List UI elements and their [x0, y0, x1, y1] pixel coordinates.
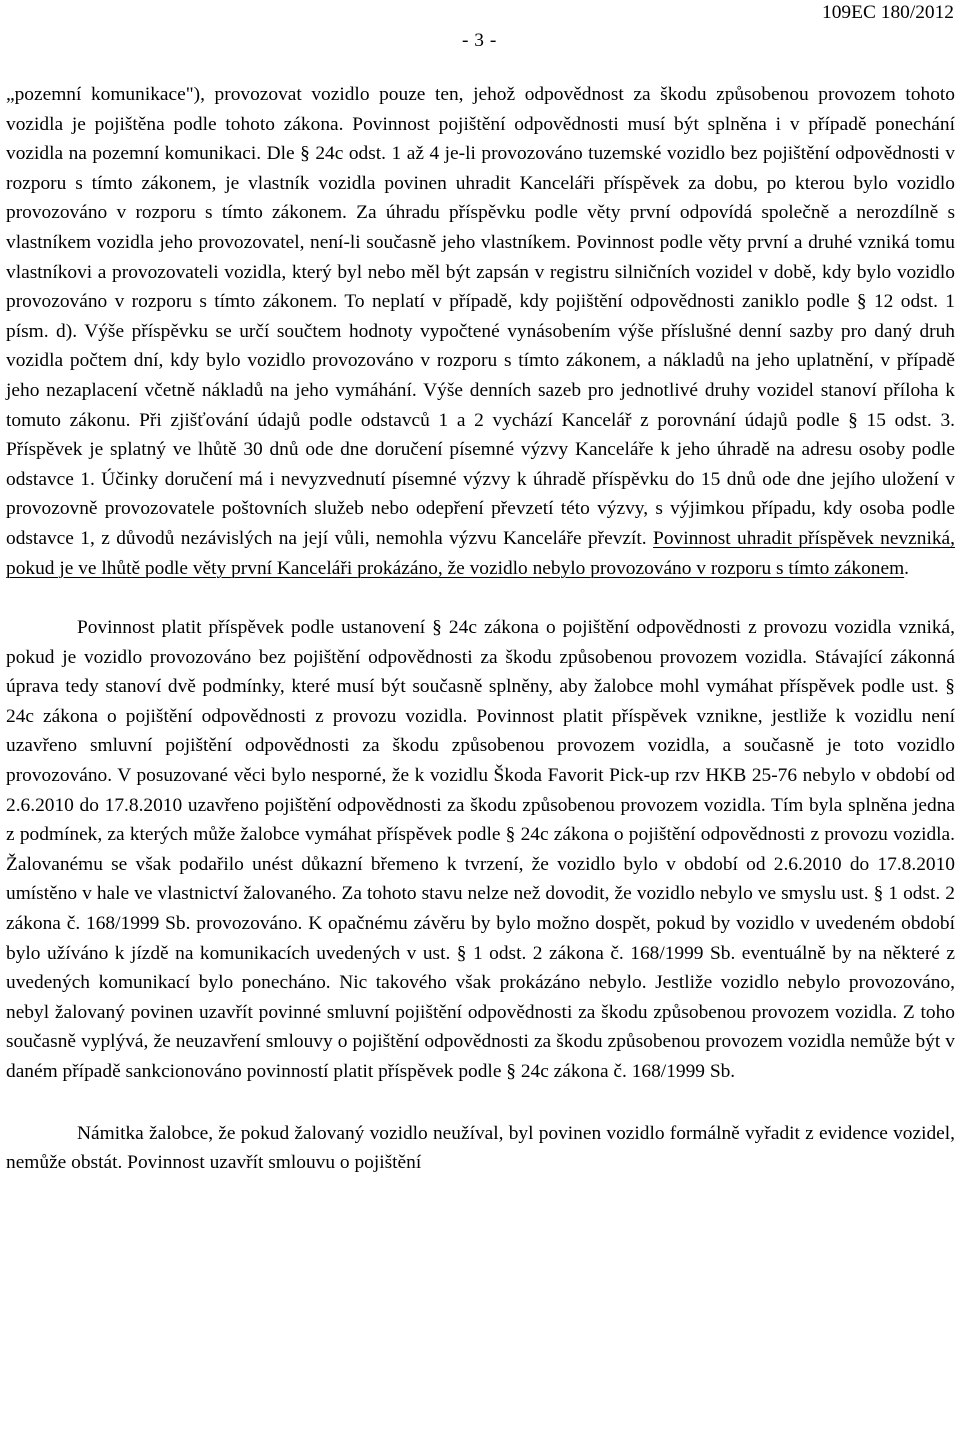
- underlined-statute-sentence: Povinnost uhradit příspěvek nevzniká, pokud je ve lhůtě podle věty první Kanceláři prokázáno, že vozidlo nebylo provozováno v rozporu s tímto zákonem: [6, 527, 955, 579]
- statute-text: „pozemní komunikace"), provozovat vozidlo pouze ten, jehož odpovědnost za škodu způsobenou provozem tohoto vozidla je pojištěna podle tohoto zákona. Povinnost pojištění odpovědnosti musí být splněna i v případě ponechání vozidla na pozemní komunikaci. Dle § 24c odst. 1 až 4 je-li provozováno tuzemské vozidlo bez pojištění odpovědnosti v rozporu s tímto zákonem, je vlastník vozidla povinen uhradit Kanceláři příspěvek za dobu, po kterou bylo vozidlo provozováno v rozporu s tímto zákonem. Za úhradu příspěvku podle věty první odpovídá společně a nerozdílně s vlastníkem vozidla jeho provozovatel, není-li současně jeho vlastníkem. Povinnost podle věty první a druhé vzniká tomu vlastníkovi a provozovateli vozidla, který byl nebo měl být zapsán v registru silničních vozidel v době, kdy bylo vozidlo provozováno v rozporu s tímto zákonem. To neplatí v případě, kdy pojištění odpovědnosti zaniklo podle § 12 odst. 1 písm. d). Výše příspěvku se určí součtem hodnoty vypočtené vynásobením výše příslušné denní sazby pro daný druh vozidla počtem dní, kdy bylo vozidlo provozováno v rozporu s tímto zákonem, a nákladů na jeho uplatnění, v případě jeho nezaplacení včetně nákladů na jeho vymáhání. Výše denních sazeb pro jednotlivé druhy vozidel stanoví příloha k tomuto zákonu. Při zjišťování údajů podle odstavců 1 a 2 vychází Kancelář z porovnání údajů podle § 15 odst. 3. Příspěvek je splatný ve lhůtě 30 dnů ode dne doručení písemné výzvy Kanceláře k jeho úhradě na adresu osoby podle odstavce 1. Účinky doručení má i nevyzvednutí písemné výzvy k úhradě příspěvku do 15 dnů ode dne jejího uložení v provozovně provozovatele poštovních služeb nebo odepření převzetí této výzvy, s výjimkou případu, kdy osoba podle odstavce 1, z důvodů nezávislých na její vůli, nemohla výzvu Kanceláře převzít.: [6, 84, 955, 549]
- case-number: 109EC 180/2012: [822, 2, 954, 23]
- paragraph-objection: Námitka žalobce, že pokud žalovaný vozidlo neužíval, byl povinen vozidlo formálně vyřadit z evidence vozidel, nemůže obstát. Povinnost uzavřít smlouvu o pojištění: [6, 1122, 955, 1174]
- document-body: [6, 80, 955, 1178]
- paragraph-statute-quote: [6, 80, 955, 583]
- paragraph-reasoning: Povinnost platit příspěvek podle ustanovení § 24c zákona o pojištění odpovědnosti z provozu vozidla vzniká, pokud je vozidlo provozováno bez pojištění odpovědnosti za škodu způsobenou provozem vozidla. Stávající zákonná úprava tedy stanoví dvě podmínky, které musí být současně splněny, aby žalobce mohl vymáhat příspěvek podle ust. § 24c zákona o pojištění odpovědnosti z provozu vozidla. Povinnost platit příspěvek vznikne, jestliže k vozidlu není uzavřeno smluvní pojištění odpovědnosti za škodu způsobenou provozem vozidla, a současně je toto vozidlo provozováno. V posuzované věci bylo nesporné, že k vozidlu Škoda Favorit Pick-up rzv HKB 25-76 nebylo v období od 2.6.2010 do 17.8.2010 uzavřeno pojištění odpovědnosti za škodu způsobenou provozem vozidla. Tím byla splněna jedna z podmínek, za kterých může žalobce vymáhat příspěvek podle § 24c zákona o pojištění odpovědnosti z provozu vozidla. Žalovanému se však podařilo unést důkazní břemeno k tvrzení, že vozidlo bylo v období od 2.6.2010 do 17.8.2010 umístěno v hale ve vlastnictví žalovaného. Za tohoto stavu nelze než dovodit, že vozidlo nebylo ve smyslu ust. § 1 odst. 2 zákona č. 168/1999 Sb. provozováno. K opačnému závěru by bylo možno dospět, pokud by vozidlo v uvedeném období bylo užíváno k jízdě na komunikacích uvedených v ust. § 1 odst. 2 zákona č. 168/1999 Sb. eventuálně by na některé z uvedených komunikací bylo ponecháno. Nic takového však prokázáno nebylo. Jestliže vozidlo nebylo provozováno, nebyl žalovaný povinen uzavřít povinné smluvní pojištění odpovědnosti za škodu způsobenou provozem vozidla. Z toho současně vyplývá, že neuzavření smlouvy o pojištění odpovědnosti za škodu způsobenou provozem vozidla nemůže být v daném případě sankcionováno povinností platit příspěvek podle § 24c zákona č. 168/1999 Sb.: [6, 617, 955, 1082]
- page-number: - 3 -: [462, 30, 497, 51]
- page-header: [0, 0, 960, 60]
- sentence-end: .: [904, 557, 910, 579]
